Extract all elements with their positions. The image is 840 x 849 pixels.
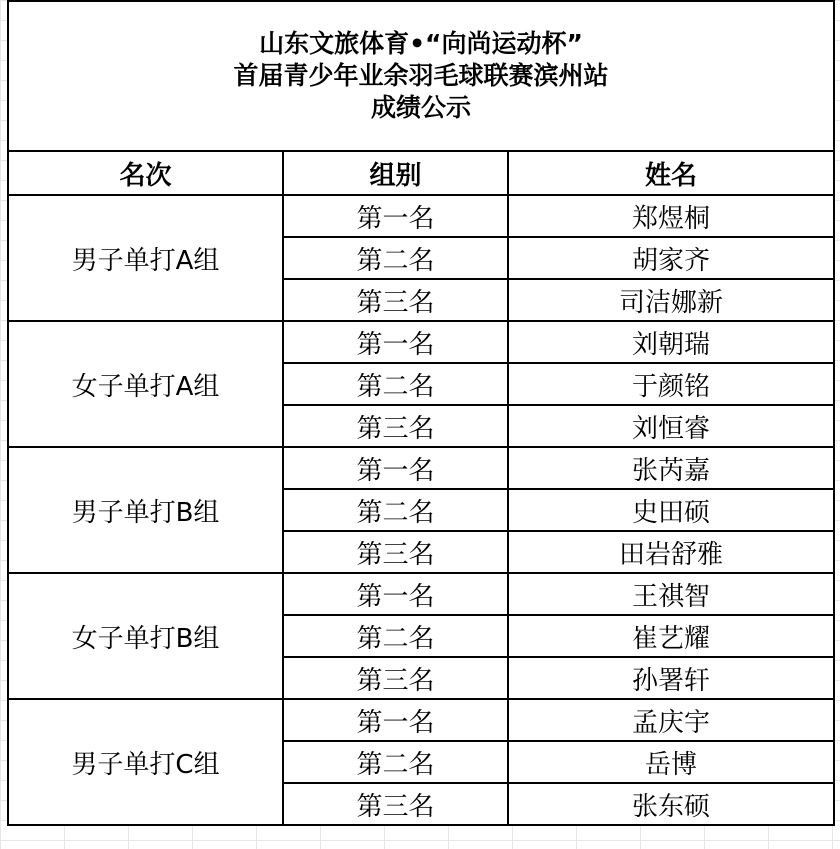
table-row xyxy=(8,573,834,615)
player-name-cell[interactable]: 王祺智 xyxy=(508,573,834,615)
place-cell[interactable]: 第一名 xyxy=(283,195,508,237)
player-name-cell[interactable]: 孟庆宇 xyxy=(508,699,834,741)
group-label-cell[interactable]: 男子单打C组 xyxy=(8,699,283,825)
player-name-cell[interactable]: 孙署轩 xyxy=(508,657,834,699)
player-name-cell[interactable]: 崔艺耀 xyxy=(508,615,834,657)
table-row xyxy=(8,195,834,237)
player-name-cell[interactable]: 田岩舒雅 xyxy=(508,531,834,573)
player-name-cell[interactable]: 刘朝瑞 xyxy=(508,321,834,363)
place-cell[interactable]: 第二名 xyxy=(283,237,508,279)
place-cell[interactable]: 第三名 xyxy=(283,783,508,825)
place-cell[interactable]: 第三名 xyxy=(283,657,508,699)
player-name-cell[interactable]: 于颜铭 xyxy=(508,363,834,405)
player-name-cell[interactable]: 张芮嘉 xyxy=(508,447,834,489)
table-row xyxy=(8,447,834,489)
table-row xyxy=(8,321,834,363)
header-row xyxy=(8,151,834,195)
title-cell[interactable] xyxy=(8,1,834,151)
player-name-cell[interactable]: 岳博 xyxy=(508,741,834,783)
table-row xyxy=(8,699,834,741)
place-cell[interactable]: 第一名 xyxy=(283,321,508,363)
player-name-cell[interactable]: 司洁娜新 xyxy=(508,279,834,321)
place-cell[interactable]: 第一名 xyxy=(283,699,508,741)
place-cell[interactable]: 第二名 xyxy=(283,741,508,783)
group-label-cell[interactable]: 女子单打A组 xyxy=(8,321,283,447)
place-cell[interactable]: 第三名 xyxy=(283,531,508,573)
group-label-cell[interactable]: 男子单打B组 xyxy=(8,447,283,573)
place-cell[interactable]: 第三名 xyxy=(283,405,508,447)
player-name-cell[interactable]: 胡家齐 xyxy=(508,237,834,279)
header-rank[interactable]: 名次 xyxy=(8,151,283,195)
title-line-3: 成绩公示 xyxy=(370,93,471,122)
group-label-cell[interactable]: 女子单打B组 xyxy=(8,573,283,699)
title-line-2: 首届青少年业余羽毛球联赛滨州站 xyxy=(233,61,609,90)
place-cell[interactable]: 第二名 xyxy=(283,489,508,531)
place-cell[interactable]: 第二名 xyxy=(283,615,508,657)
place-cell[interactable]: 第三名 xyxy=(283,279,508,321)
place-cell[interactable]: 第二名 xyxy=(283,363,508,405)
header-name[interactable]: 姓名 xyxy=(508,151,834,195)
player-name-cell[interactable]: 刘恒睿 xyxy=(508,405,834,447)
header-group[interactable]: 组别 xyxy=(283,151,508,195)
title-row xyxy=(8,1,834,151)
player-name-cell[interactable]: 张东硕 xyxy=(508,783,834,825)
results-table xyxy=(7,0,835,826)
place-cell[interactable]: 第一名 xyxy=(283,447,508,489)
player-name-cell[interactable]: 郑煜桐 xyxy=(508,195,834,237)
place-cell[interactable]: 第一名 xyxy=(283,573,508,615)
title-line-1: 山东文旅体育•“向尚运动杯” xyxy=(259,29,583,58)
group-label-cell[interactable]: 男子单打A组 xyxy=(8,195,283,321)
player-name-cell[interactable]: 史田硕 xyxy=(508,489,834,531)
